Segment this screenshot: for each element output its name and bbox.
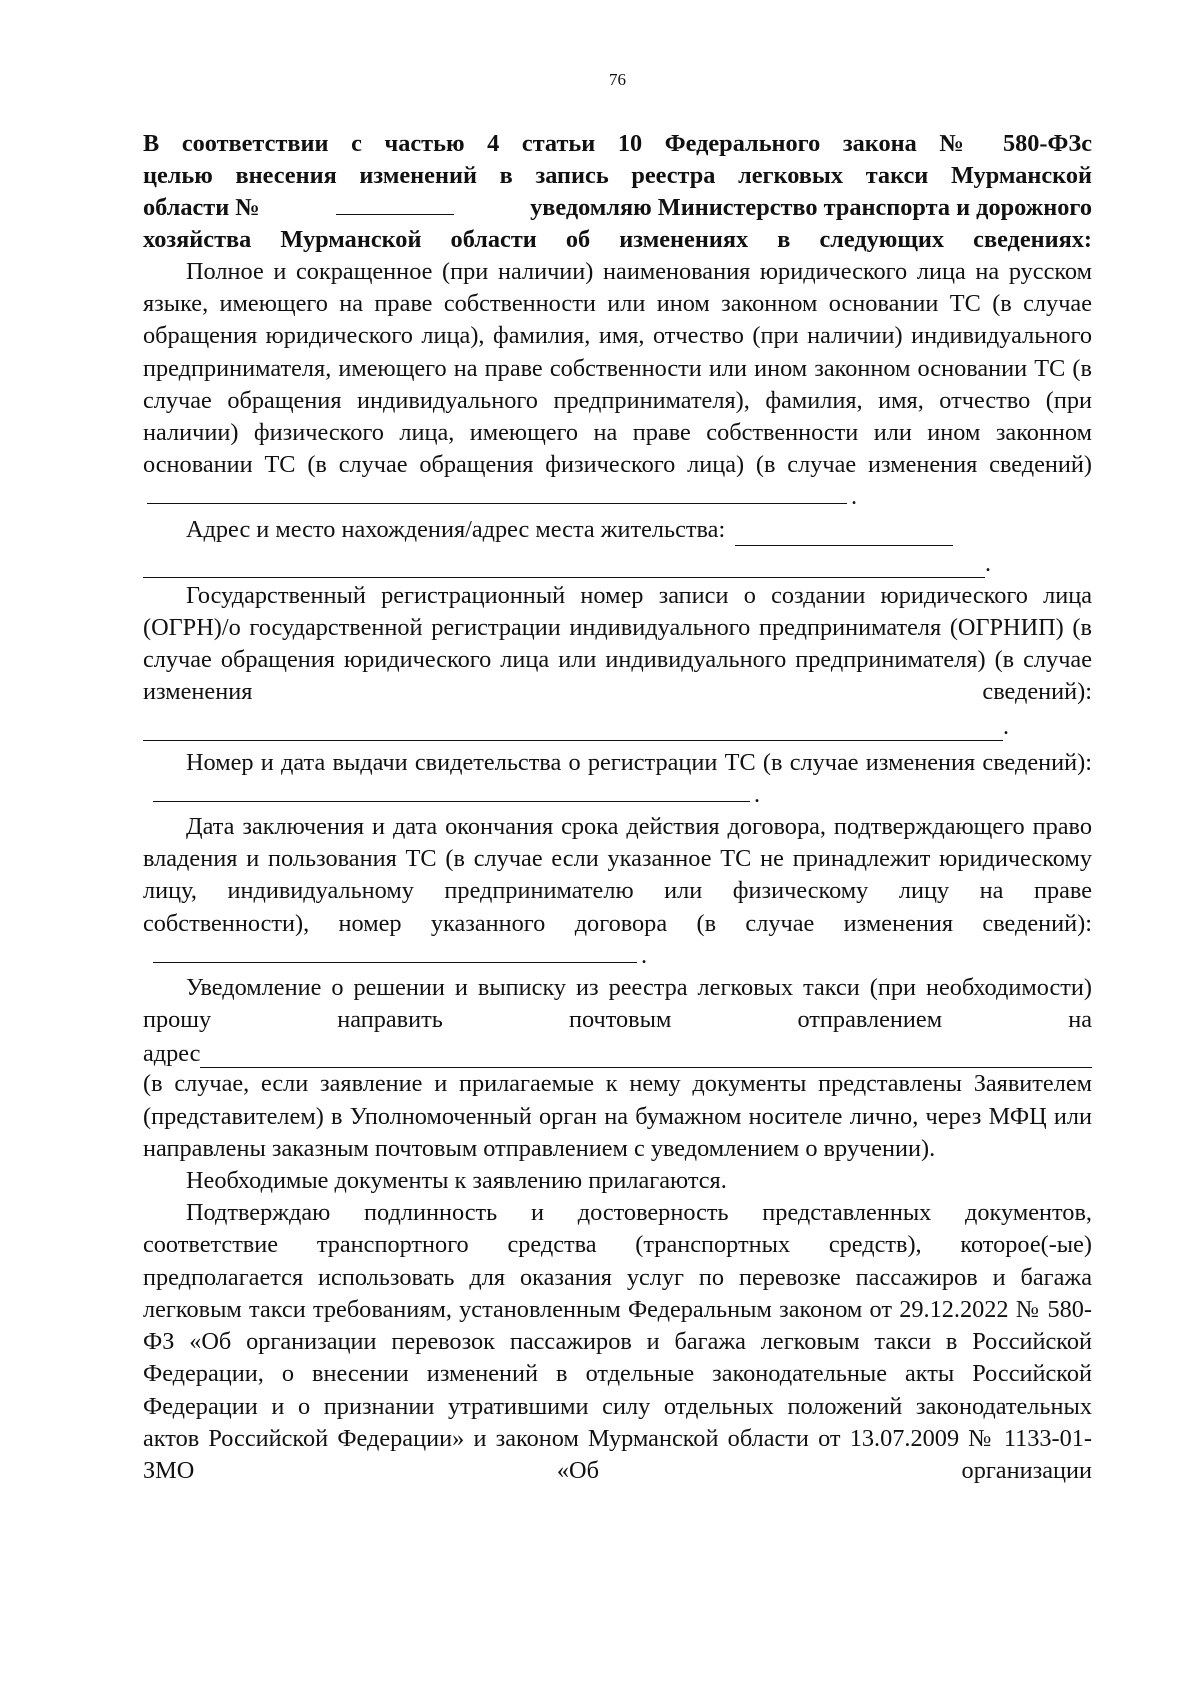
heading-line-3 xyxy=(143,192,1092,224)
paragraph-confirm: Подтверждаю подлинность и достоверность представленных документов, соответствие транспортного средства (транспортных средств), которое(-ые) предполагается использовать для оказания услуг по перевозке пассажиров и багажа легковым такси требованиям, установленным Федеральным законом от 29.12.2022 № 580-ФЗ «Об организации перевозок пассажиров и багажа легковым такси в Российской Федерации, о внесении изменений в отдельные законодательные акты Российской Федерации и о признании утратившими силу отдельных положений законодательных актов Российской Федерации» и законом Мурманской области от 13.07.2009 № 1133-01-ЗМО «Об организации xyxy=(143,1199,1092,1484)
form-heading xyxy=(143,128,1092,256)
notice-address-field[interactable] xyxy=(200,1045,1092,1068)
contract-dot: . xyxy=(641,941,648,969)
ogrn-line-row xyxy=(143,709,1092,741)
paragraph-notice: Уведомление о решении и выписку из реестра легковых такси (при необходимости) прошу направить почтовым отправлением на xyxy=(143,974,1092,1034)
paragraph-address xyxy=(143,514,1092,546)
heading-notify-text: уведомляю Министерство транспорта и дорожного xyxy=(530,194,1092,221)
heading-line-1: В соответствии с частью 4 статьи 10 Федерального закона № 580-ФЗс xyxy=(143,130,1092,157)
name-text: Полное и сокращенное (при наличии) наименования юридического лица на русском языке, имеющего на праве собственности или ином законном основании ТС (в случае обращения юридического лица), фамилия, имя, отчество (при наличии) индивидуального предпринимателя, имеющего на праве собственности или ином законном основании ТС (в случае обращения индивидуального предпринимателя), фамилия, имя, отчество (при наличии) физического лица, имеющего на праве собственности или ином законном основании ТС (в случае обращения физического лица) (в случае изменения сведений) xyxy=(143,258,1092,479)
address-line-row xyxy=(143,546,1092,578)
address-field-2[interactable] xyxy=(143,555,985,578)
notice-address-label: адрес xyxy=(143,1040,201,1068)
contract-text: Дата заключения и дата окончания срока действия договора, подтверждающего право владения и пользования ТС (в случае если указанное ТС не принадлежит юридическому лицу, индивидуальному предпринимателю или физическому лицу на праве собственности), номер указанного договора (в случае изменения сведений): xyxy=(143,813,1092,937)
contract-field[interactable] xyxy=(153,940,637,963)
notice-address-row xyxy=(143,1036,1092,1068)
address-text: Адрес и место нахождения/адрес места жительства: xyxy=(186,515,726,543)
heading-line-2: целью внесения изменений в запись реестра легковых такси Мурманской xyxy=(143,162,1092,189)
cert-text: Номер и дата выдачи свидетельства о регистрации ТС (в случае изменения сведений): xyxy=(186,748,1092,776)
ogrn-dot: . xyxy=(1003,713,1009,740)
paragraph-docs: Необходимые документы к заявлению прилагаются. xyxy=(186,1167,727,1195)
paragraph-name xyxy=(143,256,1092,514)
address-field-1[interactable] xyxy=(735,523,953,546)
paragraph-contract xyxy=(143,811,1092,972)
name-dot: . xyxy=(851,483,858,511)
paragraph-cert xyxy=(143,747,1092,811)
heading-registry-label: области № xyxy=(143,194,260,221)
page-number: 76 xyxy=(609,70,626,89)
cert-field[interactable] xyxy=(153,779,750,802)
cert-dot: . xyxy=(754,780,761,808)
ogrn-field[interactable] xyxy=(143,718,1003,741)
paragraph-ogrn: Государственный регистрационный номер записи о создании юридического лица (ОГРН)/о государственной регистрации индивидуального предпринимателя (ОГРНИП) (в случае обращения юридического лица или индивидуального предпринимателя) (в случае изменения сведений): xyxy=(143,581,1092,706)
name-field[interactable] xyxy=(147,481,847,504)
registry-number-field[interactable] xyxy=(336,192,454,215)
heading-line-4: хозяйства Мурманской области об изменениях в следующих сведениях: xyxy=(143,226,1092,253)
paragraph-case: (в случае, если заявление и прилагаемые к нему документы представлены Заявителем (представителем) в Уполномоченный орган на бумажном носителе лично, через МФЦ или направлены заказным почтовым отправлением с уведомлением о вручении). xyxy=(143,1070,1092,1162)
address-dot: . xyxy=(985,550,991,577)
